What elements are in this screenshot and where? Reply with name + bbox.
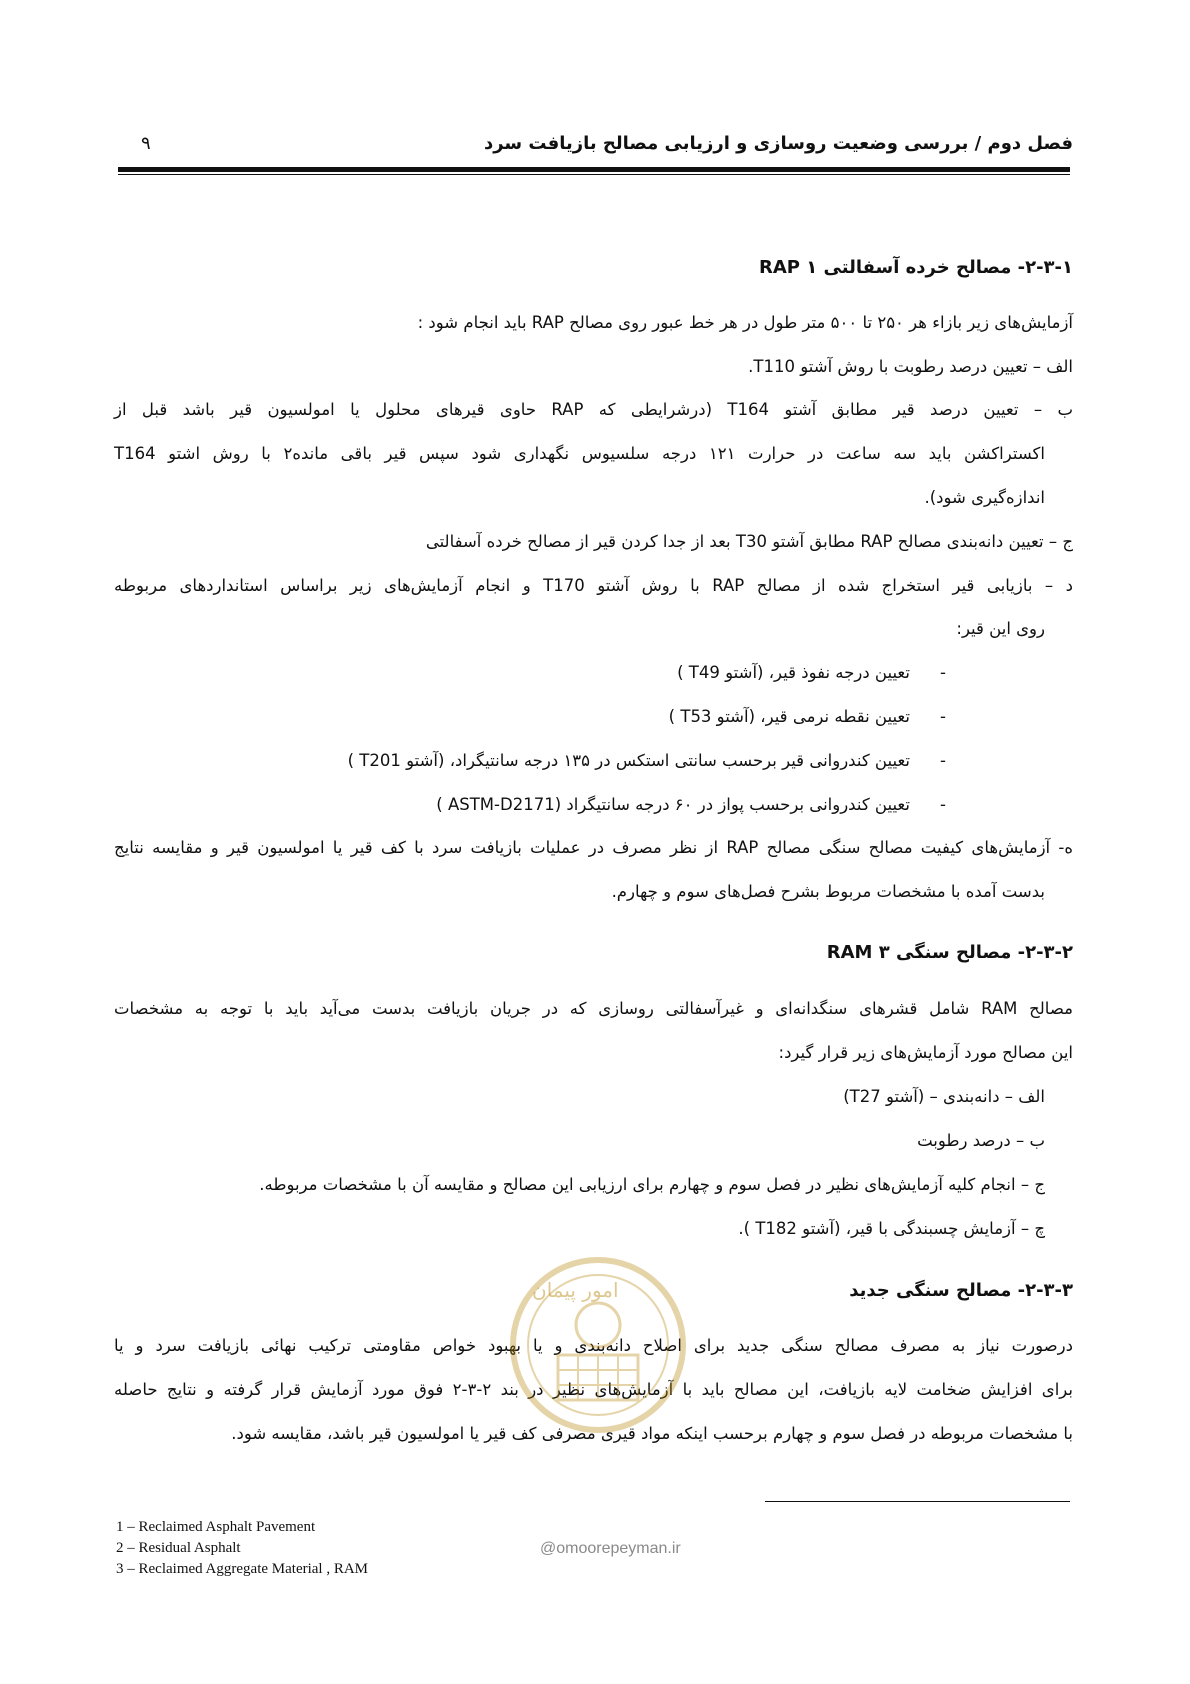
- item-c: ج – انجام کلیه آزمایش‌های نظیر در فصل سوم و چهارم برای ارزیابی این مصالح و مقایسه آن با مشخصات مربوطه.: [259, 1175, 1045, 1194]
- item-a: الف – تعیین درصد رطوبت با روش آشتو T110.: [748, 357, 1073, 376]
- page-number: ۹: [141, 133, 151, 154]
- section-heading-rap: ۲-۳-۱- مصالح خرده آسفالتی RAP ۱: [759, 257, 1073, 278]
- item-e-cont: بدست آمده با مشخصات مربوط بشرح فصل‌های سوم و چهارم.: [611, 882, 1045, 901]
- footnote-1: 1 – Reclaimed Asphalt Pavement: [116, 1519, 316, 1535]
- paragraph-line: این مصالح مورد آزمایش‌های زیر قرار گیرد:: [778, 1043, 1073, 1062]
- paragraph-line: درصورت نیاز به مصرف مصالح سنگی جدید برای اصلاح دانه‌بندی و یا بهبود خواص مقاومتی ترکیب نهائی بازیافت سرد و یا: [114, 1336, 1073, 1355]
- header-rule-thick: [118, 167, 1070, 172]
- item-e: ه- آزمایش‌های کیفیت مصالح سنگی مصالح RAP از نظر مصرف در عملیات بازیافت سرد با کف قیر یا امولسیون قیر و مقایسه نتایج: [114, 838, 1073, 857]
- footnote-rule: [765, 1501, 1070, 1502]
- section-heading-new-aggregate: ۲-۳-۳- مصالح سنگی جدید: [849, 1280, 1073, 1301]
- item-a: الف – دانه‌بندی – (آشتو T27): [843, 1087, 1045, 1106]
- item-b: ب – درصد رطوبت: [917, 1131, 1045, 1150]
- running-header-title: فصل دوم / بررسی وضعیت روسازی و ارزیابی مصالح بازیافت سرد: [483, 133, 1073, 154]
- paragraph-line: آزمایش‌های زیر بازاء هر ۲۵۰ تا ۵۰۰ متر طول در هر خط عبور روی مصالح RAP باید انجام شود :: [417, 313, 1073, 332]
- footnote-3: 3 – Reclaimed Aggregate Material , RAM: [116, 1561, 369, 1577]
- bullet-dash: -: [940, 663, 946, 682]
- header-rule-thin: [118, 174, 1070, 175]
- watermark-url: @omoorepeyman.ir: [540, 1540, 681, 1557]
- item-b: ب – تعیین درصد قیر مطابق آشتو T164 (درشرایطی که RAP حاوی قیرهای محلول یا امولسیون قیر باشد قبل از: [114, 400, 1073, 419]
- item-c: ج – تعیین دانه‌بندی مصالح RAP مطابق آشتو T30 بعد از جدا کردن قیر از مصالح خرده آسفالتی: [425, 532, 1073, 551]
- section-heading-ram: ۲-۳-۲- مصالح سنگی RAM ۳: [826, 942, 1073, 963]
- item-d-cont: روی این قیر:: [956, 619, 1045, 638]
- item-che: چ – آزمایش چسبندگی با قیر، (آشتو T182 ).: [738, 1219, 1045, 1238]
- watermark-logo-text: امور پیمان: [532, 1278, 619, 1302]
- bullet-item: تعیین درجه نفوذ قیر، (آشتو T49 ): [677, 663, 910, 682]
- footnote-2: 2 – Residual Asphalt: [116, 1540, 241, 1556]
- paragraph-line: برای افزایش ضخامت لایه بازیافت، این مصالح باید با آزمایش‌های نظیر در بند ۲-۳-۲ فوق مورد آزمایش قرار گرفته و نتایج حاصله: [114, 1380, 1073, 1399]
- item-b-cont: اندازه‌گیری شود).: [924, 488, 1045, 507]
- item-d: د – بازیابی قیر استخراج شده از مصالح RAP با روش آشتو T170 و انجام آزمایش‌های زیر براساس استانداردهای مربوطه: [114, 576, 1073, 595]
- bullet-item: تعیین کندروانی برحسب پواز در ۶۰ درجه سانتیگراد (ASTM-D2171 ): [436, 795, 910, 814]
- bullet-item: تعیین نقطه نرمی قیر، (آشتو T53 ): [668, 707, 910, 726]
- bullet-dash: -: [940, 707, 946, 726]
- bullet-dash: -: [940, 751, 946, 770]
- watermark-at-icon: @: [540, 1540, 557, 1557]
- paragraph-line: مصالح RAM شامل قشرهای سنگدانه‌ای و غیرآسفالتی روسازی که در جریان بازیافت بدست می‌آید باید با توجه به مشخصات: [114, 999, 1073, 1018]
- item-b-cont: اکستراکشن باید سه ساعت در حرارت ۱۲۱ درجه سلسیوس نگهداری شود سپس قیر باقی مانده۲ با روش اشتو T164: [114, 444, 1045, 463]
- paragraph-line: با مشخصات مربوطه در فصل سوم و چهارم برحسب اینکه مواد قیری مصرفی کف قیر یا امولسیون قیر باشد، مقایسه شود.: [231, 1424, 1073, 1443]
- bullet-dash: -: [940, 795, 946, 814]
- bullet-item: تعیین کندروانی قیر برحسب سانتی استکس در ۱۳۵ درجه سانتیگراد، (آشتو T201 ): [347, 751, 910, 770]
